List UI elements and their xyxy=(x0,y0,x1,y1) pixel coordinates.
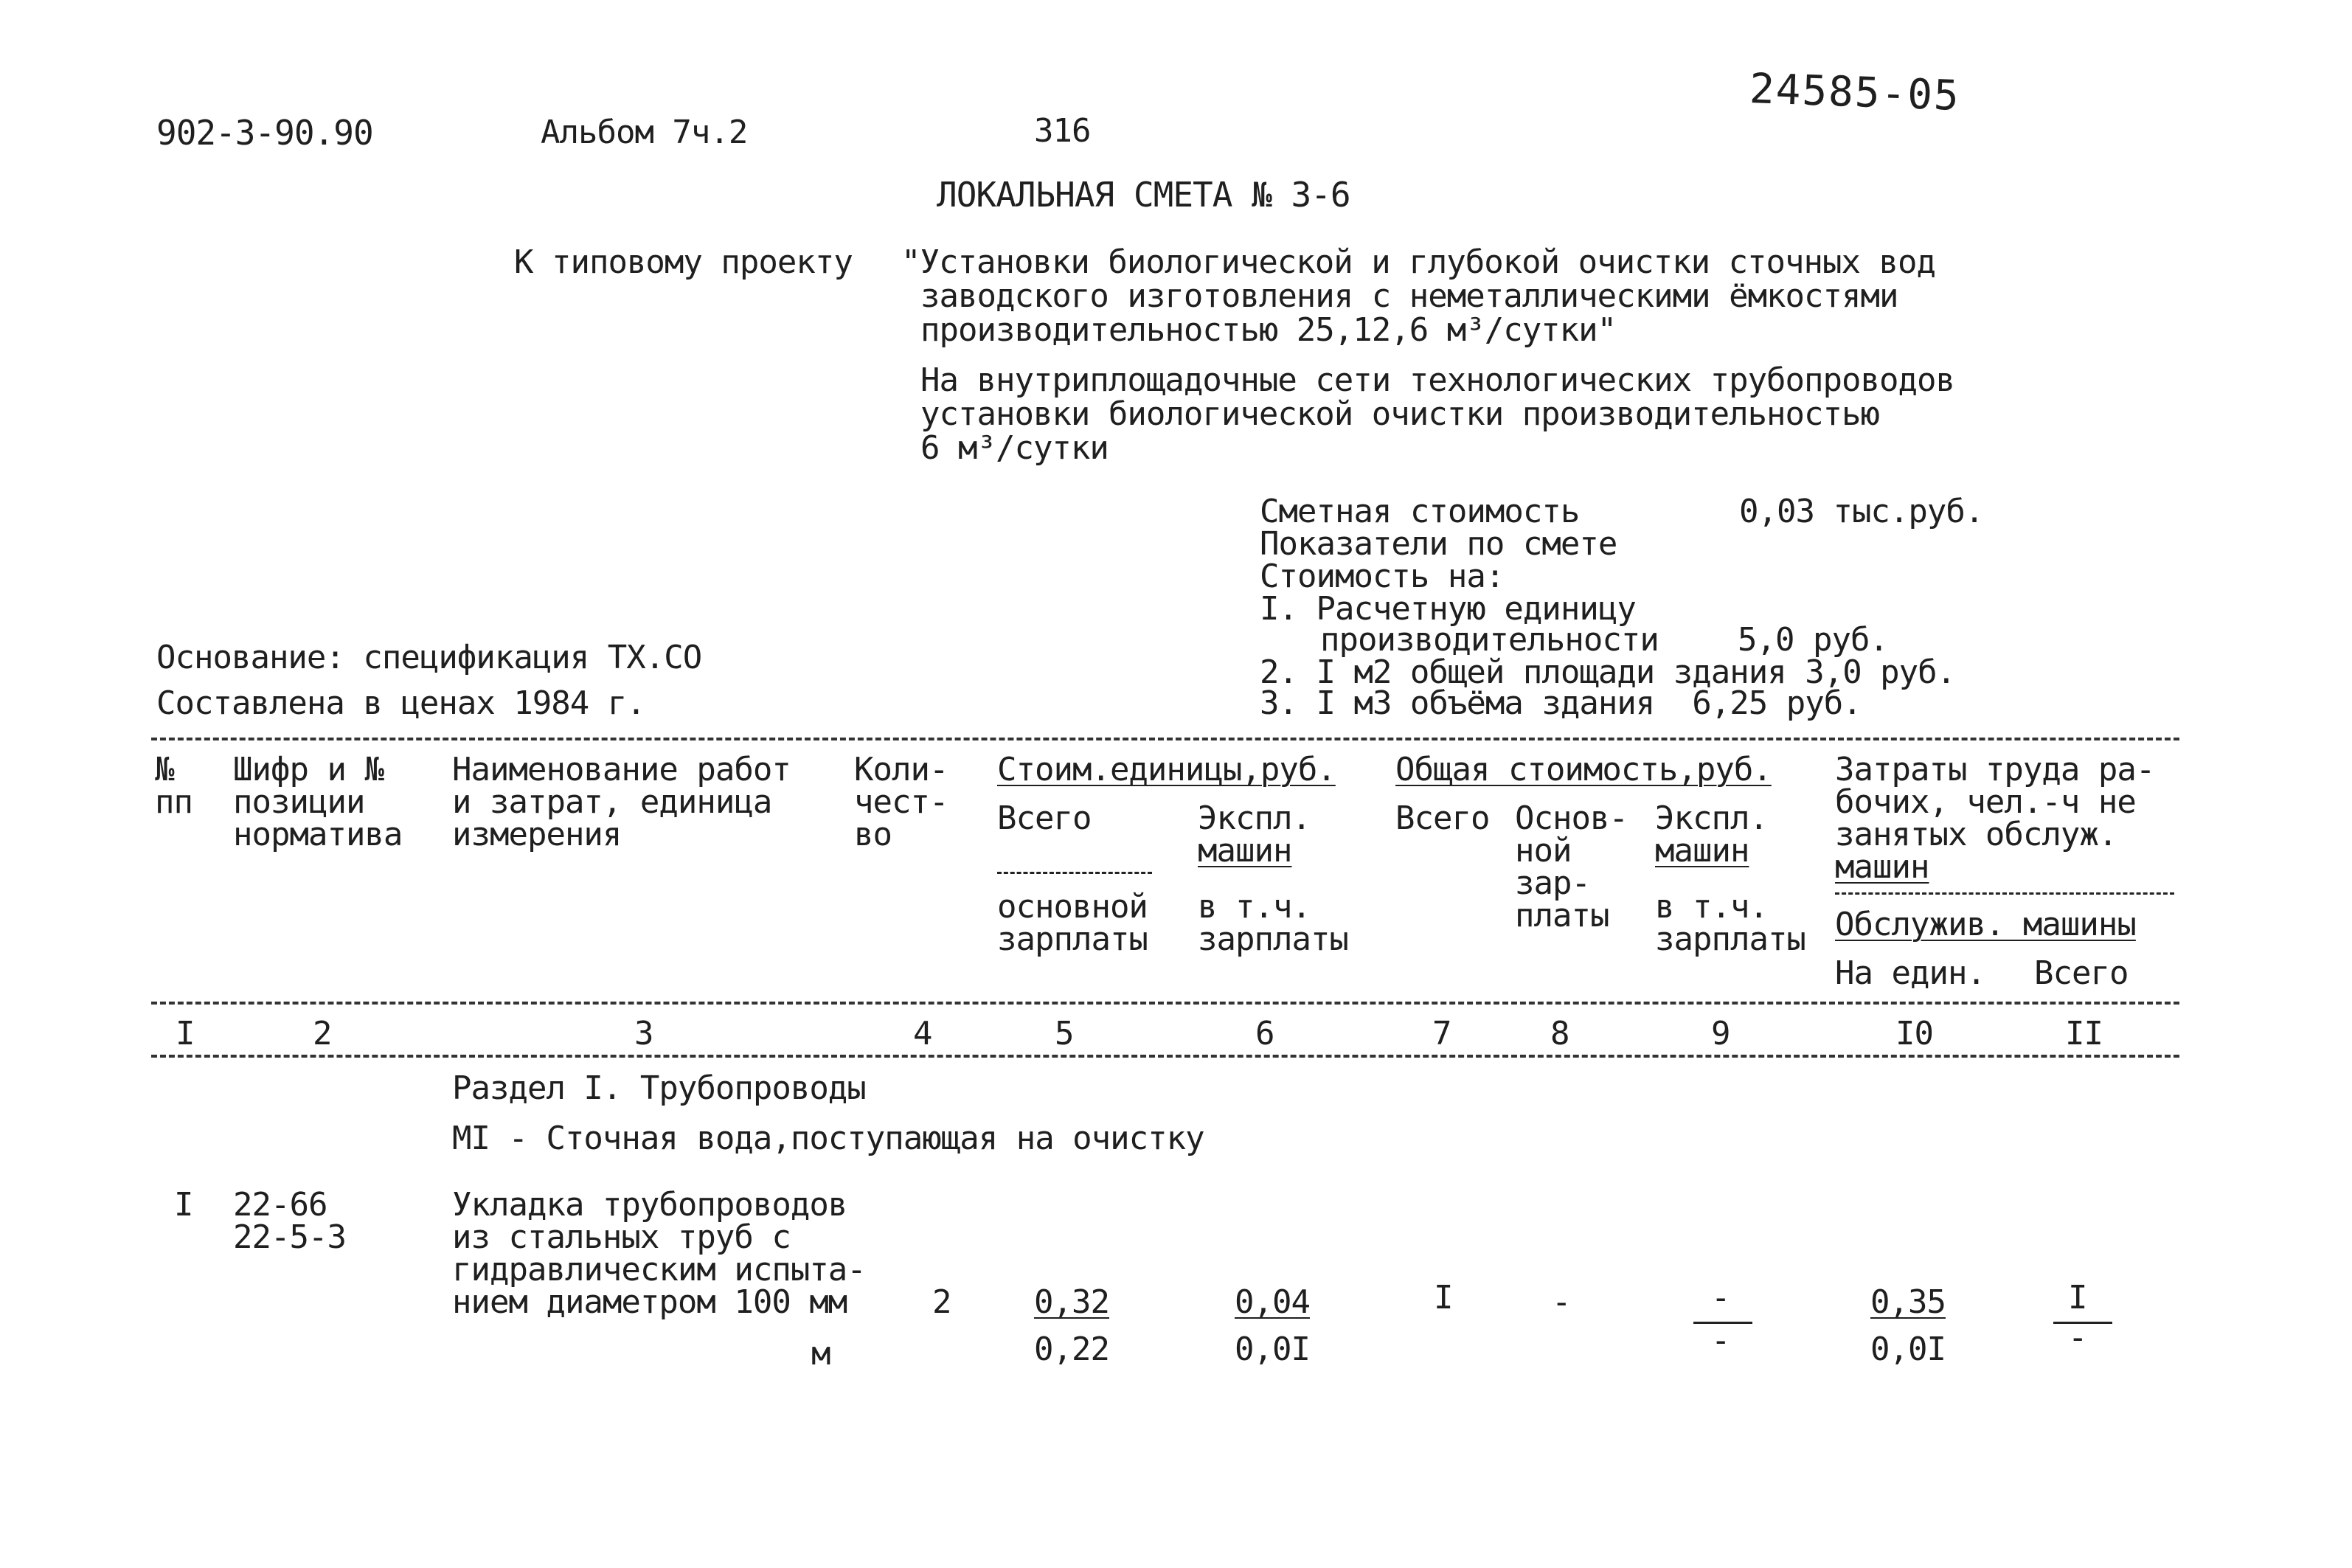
basis-text: Основание: спецификация ТХ.СО xyxy=(156,639,702,676)
row-unit: м xyxy=(811,1335,830,1373)
colnum-1: I xyxy=(176,1015,195,1052)
col3-line1: Наименование работ xyxy=(452,751,791,788)
col10-header: На един. xyxy=(1835,954,1985,992)
labor-header-line1: Затраты труда ра- xyxy=(1835,751,2155,788)
cost-value: 0,03 тыс.руб. xyxy=(1739,493,1984,530)
purpose-line-1: На внутриплощадочные сети технологических трубопроводов xyxy=(920,361,1954,399)
row-name-line2: из стальных труб с xyxy=(452,1218,791,1256)
col4-line3: во xyxy=(854,816,892,853)
cost-label: Сметная стоимость xyxy=(1260,493,1580,530)
col8-line4: платы xyxy=(1515,897,1609,934)
col3-line2: и затрат, единица xyxy=(452,783,772,821)
colnum-8: 8 xyxy=(1550,1015,1569,1052)
col5-bottom-line2: зарплаты xyxy=(997,920,1148,958)
indicator-2: 2. I м2 общей площади здания 3,0 руб. xyxy=(1260,653,1956,691)
colnum-6: 6 xyxy=(1255,1015,1274,1052)
col1-line2: пп xyxy=(155,783,192,821)
col6-top-line1: Экспл. xyxy=(1198,799,1311,837)
row-labor-total: I xyxy=(2068,1279,2087,1317)
colnum-9: 9 xyxy=(1711,1015,1730,1052)
row-total-wage: - xyxy=(1552,1283,1571,1321)
project-line-3: производительностью 25,12,6 м³/сутки" xyxy=(920,311,1617,349)
labor-header-line4: машин xyxy=(1835,848,1929,886)
indicator-1-line-2: производительности xyxy=(1320,621,1659,659)
section-title: Раздел I. Трубопроводы xyxy=(452,1069,866,1107)
row-name-line1: Укладка трубопроводов xyxy=(452,1186,847,1224)
handwritten-stamp: 24585-05 xyxy=(1748,65,1961,120)
row-labor-total-2: - xyxy=(2068,1319,2087,1356)
row-code-line2: 22-5-3 xyxy=(233,1218,346,1256)
row-total-machines-wage: - xyxy=(1711,1322,1730,1359)
project-line-1: "Установки биологической и глубокой очистки сточных вод xyxy=(901,243,1935,281)
row-total: I xyxy=(1434,1279,1453,1317)
col4-line1: Коли- xyxy=(854,751,948,788)
col5-divider xyxy=(997,872,1152,874)
col8-line1: Основ- xyxy=(1515,799,1628,837)
row-quantity: 2 xyxy=(932,1283,951,1321)
indicators-label: Показатели по смете xyxy=(1260,525,1617,563)
colnum-3: 3 xyxy=(634,1015,653,1052)
doc-code: 902-3-90.90 xyxy=(156,113,373,153)
subsection-title: МI - Сточная вода,поступающая на очистку xyxy=(452,1120,1204,1157)
labor-divider xyxy=(1835,892,2174,895)
cost-on-label: Стоимость на: xyxy=(1260,558,1505,595)
colnum-2: 2 xyxy=(313,1015,332,1052)
indicator-1-value: 5,0 руб. xyxy=(1738,621,1888,659)
prices-text: Составлена в ценах 1984 г. xyxy=(156,684,645,722)
project-prefix: К типовому проекту xyxy=(514,243,853,281)
page-number: 316 xyxy=(1034,112,1091,150)
col3-line3: измерения xyxy=(452,816,622,853)
header-bottom-rule xyxy=(151,1002,2179,1005)
row-name-line4: нием диаметром 100 мм xyxy=(452,1283,847,1321)
project-line-2: заводского изготовления с неметаллическими ёмкостями xyxy=(920,277,1898,315)
col7-header: Всего xyxy=(1395,799,1490,837)
labor-header-line3: занятых обслуж. xyxy=(1835,816,2117,853)
purpose-line-2: установки биологической очистки производительностью xyxy=(920,395,1880,433)
unit-cost-group-header: Стоим.единицы,руб. xyxy=(997,751,1336,788)
labor-subheader: Обслужив. машины xyxy=(1835,906,2136,943)
total-cost-group-header: Общая стоимость,руб. xyxy=(1395,751,1772,788)
row-unit-total: 0,32 xyxy=(1034,1283,1109,1321)
col9-bottom-line2: зарплаты xyxy=(1655,920,1805,958)
indicator-3: 3. I м3 объёма здания 6,25 руб. xyxy=(1260,684,1862,722)
colnum-7: 7 xyxy=(1432,1015,1451,1052)
colnum-4: 4 xyxy=(913,1015,932,1052)
col6-top-line2: машин xyxy=(1198,832,1292,870)
row-unit-machines-wage: 0,0I xyxy=(1235,1331,1310,1368)
labor-header-line2: бочих, чел.-ч не xyxy=(1835,783,2136,821)
col5-bottom-line1: основной xyxy=(997,888,1148,926)
colnum-bottom-rule xyxy=(151,1055,2179,1058)
table-top-rule xyxy=(151,738,2179,740)
purpose-line-3: 6 м³/сутки xyxy=(920,429,1109,467)
row-code-line1: 22-66 xyxy=(233,1186,327,1224)
col5-top: Всего xyxy=(997,799,1092,837)
row-unit-wage: 0,22 xyxy=(1034,1331,1109,1368)
row-unit-machines: 0,04 xyxy=(1235,1283,1310,1321)
col8-line3: зар- xyxy=(1515,864,1590,902)
document-title: ЛОКАЛЬНАЯ СМЕТА № 3-6 xyxy=(937,175,1350,215)
indicator-1-line-1: I. Расчетную единицу xyxy=(1260,590,1636,628)
col6-bottom-line2: зарплаты xyxy=(1198,920,1348,958)
col8-line2: ной xyxy=(1515,832,1572,870)
col2-line2: позиции xyxy=(233,783,365,821)
colnum-11: II xyxy=(2065,1015,2103,1052)
row-total-machines: - xyxy=(1711,1279,1730,1317)
col11-header: Всего xyxy=(2034,954,2129,992)
col2-line1: Шифр и № xyxy=(233,751,384,788)
col9-bottom-line1: в т.ч. xyxy=(1655,888,1768,926)
row-name-line3: гидравлическим испыта- xyxy=(452,1251,866,1288)
col2-line3: норматива xyxy=(233,816,403,853)
row-number: I xyxy=(174,1186,193,1224)
col6-bottom-line1: в т.ч. xyxy=(1198,888,1311,926)
col9-top-line1: Экспл. xyxy=(1655,799,1768,837)
col1-line1: № xyxy=(155,751,174,788)
colnum-5: 5 xyxy=(1055,1015,1074,1052)
album-label: Альбом 7ч.2 xyxy=(541,114,748,151)
colnum-10: I0 xyxy=(1895,1015,1933,1052)
col4-line2: чест- xyxy=(854,783,948,821)
row-labor-unit: 0,35 xyxy=(1870,1283,1946,1321)
row-labor-unit-2: 0,0I xyxy=(1870,1331,1946,1368)
col9-top-line2: машин xyxy=(1655,832,1749,870)
